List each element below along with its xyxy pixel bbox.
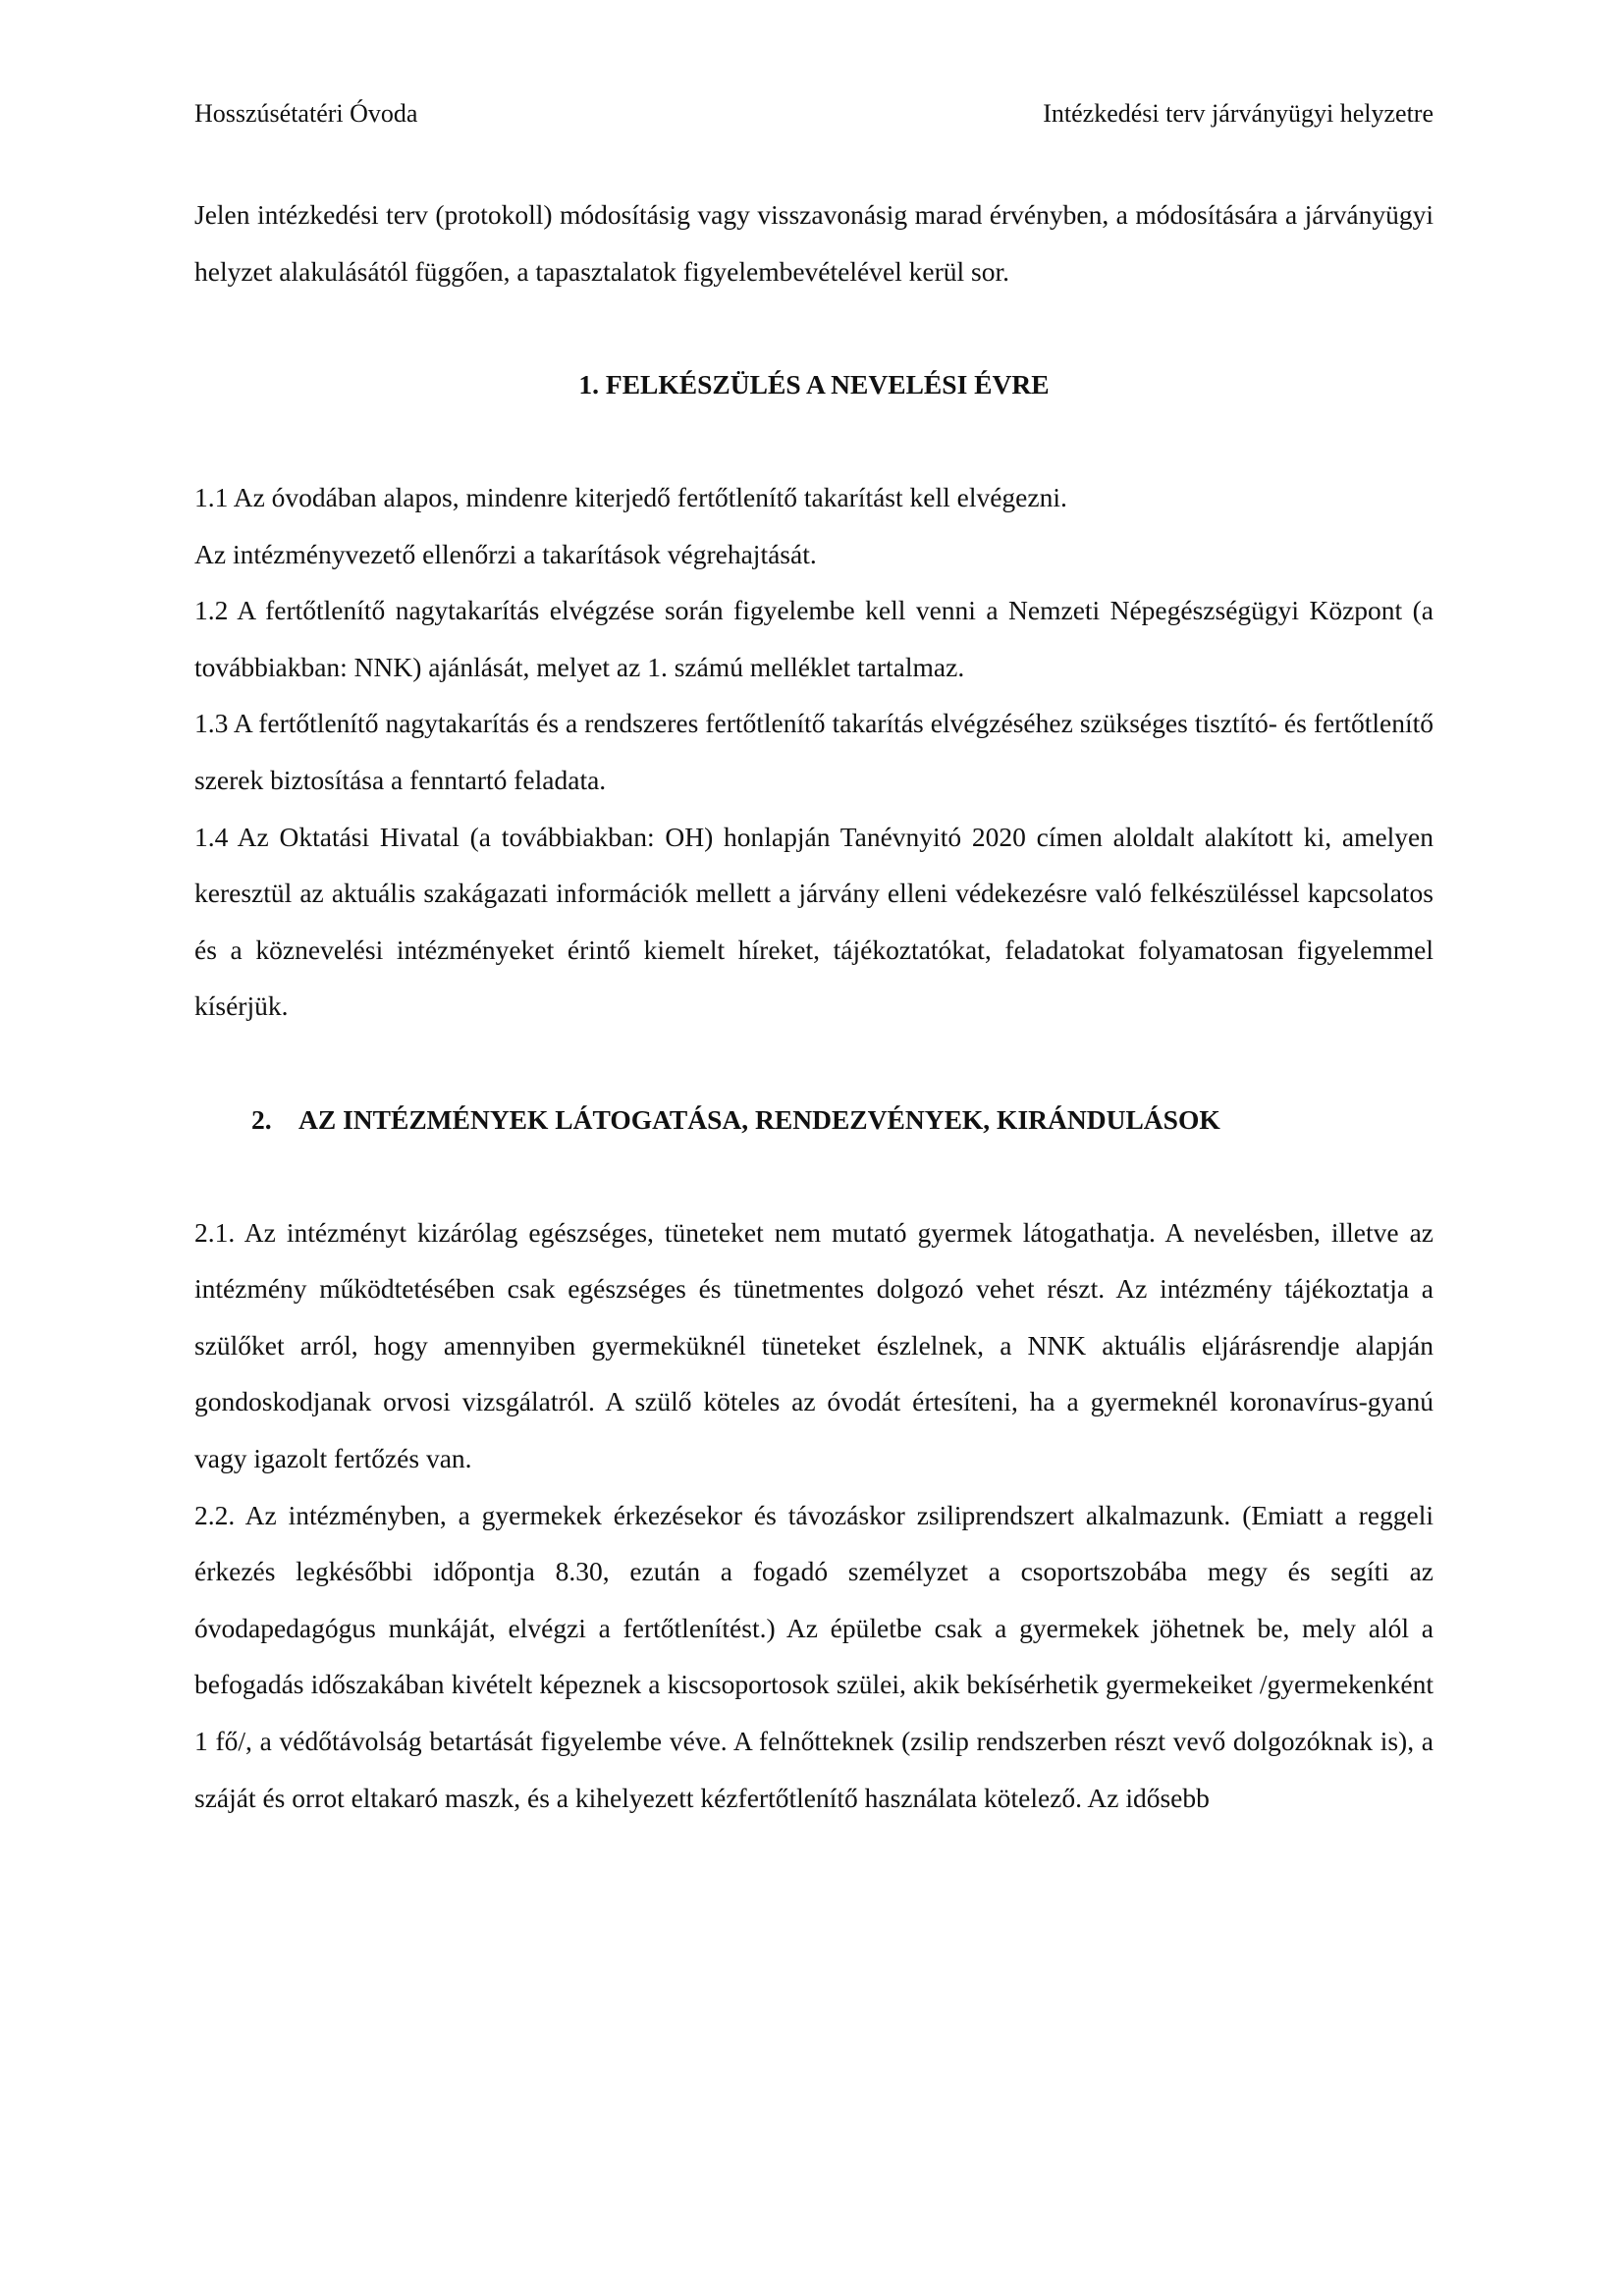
document-body xyxy=(194,187,1434,1826)
section-2-number: 2. xyxy=(251,1103,272,1135)
page-header xyxy=(194,96,1434,132)
section-1-heading: 1. FELKÉSZÜLÉS A NEVELÉSI ÉVRE xyxy=(578,368,1050,400)
intro-paragraph: Jelen intézkedési terv (protokoll) módosításig vagy visszavonásig marad érvényben, a módosítására a járványügyi helyzet alakulásától függően, a tapasztalatok figyelembevételével kerül sor. xyxy=(194,199,1434,287)
paragraph-2-1: 2.1. Az intézményt kizárólag egészséges, tüneteket nem mutató gyermek látogathatja. A nevelésben, illetve az intézmény működtetésében csak egészséges és tünetmentes dolgozó vehet részt. Az intézmény tájékoztatja a szülőket arról, hogy amennyiben gyermeküknél tüneteket észlelnek, a NNK aktuális eljárásrendje alapján gondoskodjanak orvosi vizsgálatról. A szülő köteles az óvodát értesíteni, ha a gyermeknél koronavírus-gyanú vagy igazolt fertőzés van. xyxy=(194,1216,1434,1474)
paragraph-1-4: 1.4 Az Oktatási Hivatal (a továbbiakban: OH) honlapján Tanévnyitó 2020 címen aloldalt alakított ki, amelyen keresztül az aktuális szakágazati információk mellett a járvány elleni védekezésre való felkészüléssel kapcsolatos és a köznevelési intézményeket érintő kiemelt híreket, tájékoztatókat, feladatokat folyamatosan figyelemmel kísérjük. xyxy=(194,821,1434,1022)
header-document-title: Intézkedési terv járványügyi helyzetre xyxy=(1043,99,1434,128)
paragraph-1-1-note: Az intézményvezető ellenőrzi a takarítások végrehajtását. xyxy=(194,538,817,569)
section-2-heading xyxy=(194,1092,1434,1148)
paragraph-1-2: 1.2 A fertőtlenítő nagytakarítás elvégzése során figyelembe kell venni a Nemzeti Népegészségügyi Központ (a továbbiakban: NNK) ajánlását, melyet az 1. számú melléklet tartalmaz. xyxy=(194,595,1434,682)
paragraph-1-3: 1.3 A fertőtlenítő nagytakarítás és a rendszeres fertőtlenítő takarítás elvégzéséhez szükséges tisztító- és fertőtlenítő szerek biztosítása a fenntartó feladata. xyxy=(194,708,1434,795)
paragraph-1-1: 1.1 Az óvodában alapos, mindenre kiterjedő fertőtlenítő takarítást kell elvégezni. xyxy=(194,481,1067,512)
header-institution-name: Hosszúsétatéri Óvoda xyxy=(194,99,418,128)
section-2-title: AZ INTÉZMÉNYEK LÁTOGATÁSA, RENDEZVÉNYEK, KIRÁNDULÁSOK xyxy=(298,1103,1220,1135)
paragraph-2-2: 2.2. Az intézményben, a gyermekek érkezésekor és távozáskor zsiliprendszert alkalmazunk. (Emiatt a reggeli érkezés legkésőbbi időpontja 8.30, ezután a fogadó személyzet a csoportszobába megy és segíti az óvodapedagógus munkáját, elvégzi a fertőtlenítést.) Az épületbe csak a gyermekek jöhetnek be, mely alól a befogadás időszakában kivételt képeznek a kiscsoportosok szülei, akik bekísérhetik gyermekeiket /gyermekenként 1 fő/, a védőtávolság betartását figyelembe véve. A felnőtteknek (zsilip rendszerben részt vevő dolgozóknak is), a száját és orrot eltakaró maszk, és a kihelyezett kézfertőtlenítő használata kötelező. Az idősebb xyxy=(194,1499,1434,1813)
